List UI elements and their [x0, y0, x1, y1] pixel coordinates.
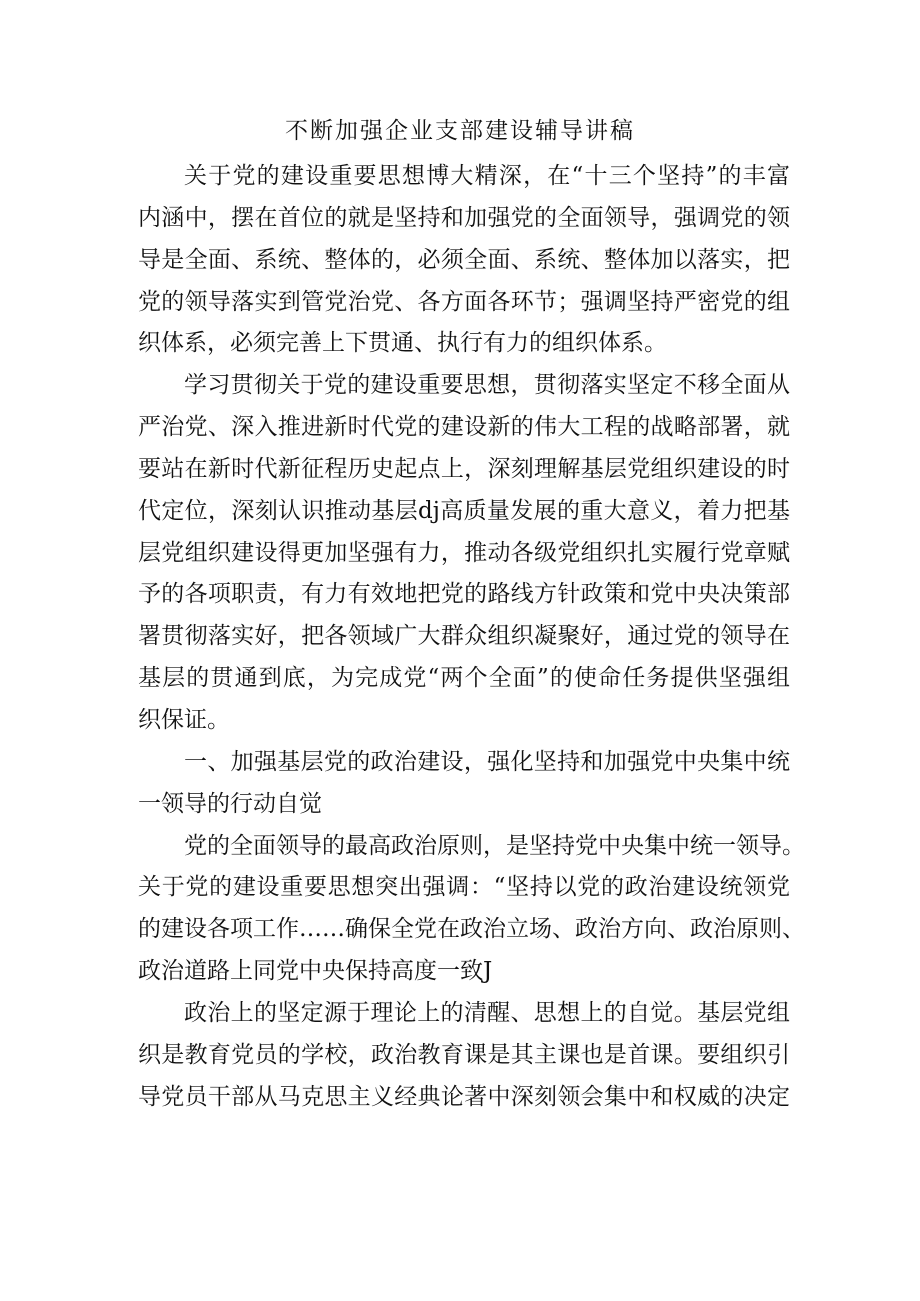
text-line: 要站在新时代新征程历史起点上，深刻理解基层党组织建设的时	[138, 455, 790, 482]
text-line: 严治党、深入推进新时代党的建设新的伟大工程的战略部署，就	[138, 414, 790, 441]
text-line: 一、加强基层党的政治建设，强化坚持和加强党中央集中统	[184, 748, 790, 775]
text-line: 政治上的坚定源于理论上的清醒、思想上的自觉。基层党组	[184, 999, 790, 1026]
document-body	[138, 156, 805, 1118]
text-line: 代定位，深刻认识推动基层dj高质量发展的重大意义，着力把基	[138, 497, 790, 524]
text-line: 学习贯彻关于党的建设重要思想，贯彻落实坚定不移全面从	[184, 372, 790, 399]
text-line: 层党组织建设得更加坚强有力，推动各级党组织扎实履行党章赋	[138, 539, 790, 566]
text-line: 关于党的建设重要思想博大精深，在“十三个坚持”的丰富	[184, 163, 790, 189]
text-line: 一领导的行动自觉	[138, 790, 322, 817]
text-line: 织保证。	[138, 706, 230, 733]
text-line: 基层的贯通到底，为完成党“两个全面”的使命任务提供坚强组	[138, 665, 790, 692]
text-line: 署贯彻落实好，把各领域广大群众组织凝聚好，通过党的领导在	[138, 623, 790, 650]
text-line: 党的领导落实到管党治党、各方面各环节；强调坚持严密党的组	[138, 288, 790, 315]
text-line: 导是全面、系统、整体的，必须全面、系统、整体加以落实，把	[138, 246, 790, 273]
document-title: 不断加强企业支部建设辅导讲稿	[285, 118, 635, 144]
text-line: 政治道路上同党中央保持高度一致J	[138, 958, 493, 985]
text-line: 关于党的建设重要思想突出强调：“坚持以党的政治建设统领党	[138, 874, 790, 901]
text-line: 织是教育党员的学校，政治教育课是其主课也是首课。要组织引	[138, 1041, 790, 1068]
text-line: 予的各项职责，有力有效地把党的路线方针政策和党中央决策部	[138, 581, 790, 608]
text-line: 内涵中，摆在首位的就是坚持和加强党的全面领导，强调党的领	[138, 204, 790, 231]
text-line: 导党员干部从马克思主义经典论著中深刻领会集中和权威的决定	[138, 1083, 790, 1110]
text-line: 的建设各项工作……确保全党在政治立场、政治方向、政治原则、	[138, 916, 805, 943]
text-line: 织体系，必须完善上下贯通、执行有力的组织体系。	[138, 330, 667, 357]
text-line: 党的全面领导的最高政治原则，是坚持党中央集中统一领导。	[184, 832, 805, 859]
